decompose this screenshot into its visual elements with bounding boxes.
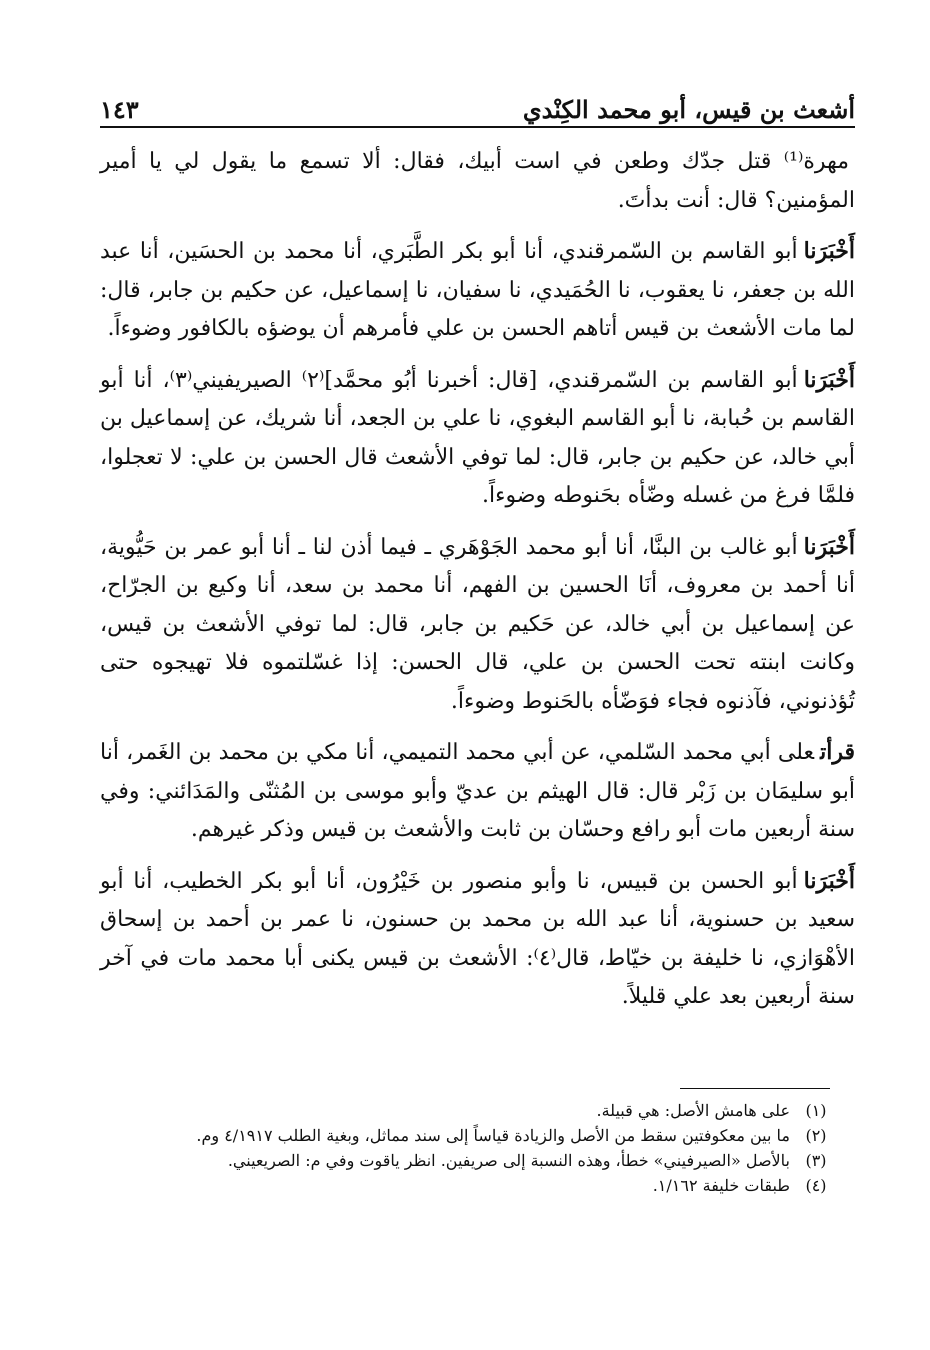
footnote [75, 1098, 830, 1123]
paragraph [100, 232, 855, 349]
footnote-number: (٢) [805, 1126, 827, 1145]
footnote-text: بالأصل «الصيرفيني» خطأ، وهذه النسبة إلى صريفين. انظر ياقوت وفي م: الصريعيني. [227, 1151, 790, 1170]
paragraph-text: أبو الحسن بن قبيس، نا وأبو منصور بن خَيْرُون، أنا أبو بكر الخطيب، أنا أبو سعيد بن حسنوية، أنا عبد الله بن محمد بن حسنون، نا عمر بن أحمد بن إسحاق الأهْوَازي، نا خليفة بن خيّاط، قال⁽٤⁾: الأشعث بن قيس يكنى أبا محمد مات في آخر سنة أربعين بعد علي قليلاً. [100, 868, 855, 1009]
paragraph-lead: أَخْبَرَنا [803, 366, 856, 393]
paragraph-text: أبو غالب بن البنَّا، أنا أبو محمد الجَوْهَري ـ فيما أذن لنا ـ أنا أبو عمر بن حَيُّوية، أنا أحمد بن معروف، أنَا الحسين بن الفهم، أنا محمد بن سعد، أنا وكيع بن الجرّاح، عن إسماعيل بن أبي خالد، عن حَكيم بن جابر، قال: لما توفي الأشعث بن قيس، وكانت ابنته تحت الحسن بن علي، قال الحسن: إذا غسّلتموه فلا تهيجوه حتى تُؤذنوني، فآذنوه فجاء فوَضّأه بالحَنوط وضوءاً. [100, 534, 855, 714]
footnote-separator [680, 1088, 830, 1089]
paragraph-text: أبو القاسم بن السّمرقندي، أنا أبو بكر الطَّبَري، أنا محمد بن الحسَين، أنا عبد الله بن جعفر، نا يعقوب، نا الحُمَيدي، نا سفيان، نا إسماعيل، عن حكيم بن جابر، قال: لما مات الأشعث بن قيس أتاهم الحسن بن علي فأمرهم أن يوضؤه بالكافور وضوءاً. [100, 239, 855, 341]
page-header [100, 80, 855, 128]
footnote [75, 1148, 830, 1173]
book-page [100, 80, 855, 1029]
footnote-text: على هامش الأصل: هي قبيلة. [596, 1101, 790, 1120]
footnote-number: (٣) [805, 1151, 827, 1170]
page-body [100, 142, 855, 1017]
paragraph-text: مهرة⁽¹⁾ قتل جدّك وطعن في است أبيك، فقال: ألا تسمع ما يقول لي يا أمير المؤمنين؟ قال: أنت بدأتَ. [100, 149, 855, 213]
paragraph [100, 142, 855, 220]
page-number: ١٤٣ [100, 95, 139, 124]
footnote-text: ما بين معكوفتين سقط من الأصل والزيادة قياساً إلى سند مماثل، وبغية الطلب ٤/١٩١٧ وم. [196, 1126, 790, 1145]
footnote-number: (٤) [805, 1176, 827, 1195]
paragraph-lead: أَخْبَرَنا [803, 533, 855, 560]
paragraph [100, 733, 855, 850]
footnote [75, 1173, 830, 1198]
footnote [75, 1123, 830, 1148]
paragraph-lead: أَخْبَرَنا [803, 867, 855, 894]
paragraph-lead: أَخْبَرَنا [803, 238, 855, 264]
paragraph [100, 862, 855, 1017]
paragraph-text: أبو القاسم بن السّمرقندي، [قال: أخبرنا أبُو محمَّد]⁽٢⁾ الصيريفيني⁽٣⁾، أنا أبو القاسم بن حُبابة، نا أبو القاسم البغوي، نا علي بن الجعد، أنا شريك، عن إسماعيل بن أبي خالد، عن حكيم بن جابر، قال: لما توفي الأشعث قال الحسن بن علي: لا تعجلوا، فلمَّا فرغ من غسله وضّأه بحَنوطه وضوءاً. [100, 367, 855, 508]
paragraph [100, 361, 855, 516]
paragraph-lead: قرأت [820, 739, 855, 765]
paragraph [100, 528, 855, 722]
footnote-text: طبقات خليفة ١/١٦٢. [652, 1176, 790, 1195]
paragraph-text: على أبي محمد السّلمي، عن أبي محمد التميمي، أنا مكي بن محمد بن الغَمر، أنا أبو سليمَان بن زَبْر قال: قال الهيثم بن عديّ وأبو موسى بن المُثنّى والمَدَائني: وفي سنة أربعين مات أبو رافع وحسّان بن ثابت والأشعث بن قيس وذكر غيرهم. [100, 740, 855, 842]
footnote-number: (١) [805, 1101, 827, 1120]
running-title: أشعث بن قيس، أبو محمد الكِنْدي [522, 95, 855, 124]
footnotes [75, 1098, 830, 1198]
